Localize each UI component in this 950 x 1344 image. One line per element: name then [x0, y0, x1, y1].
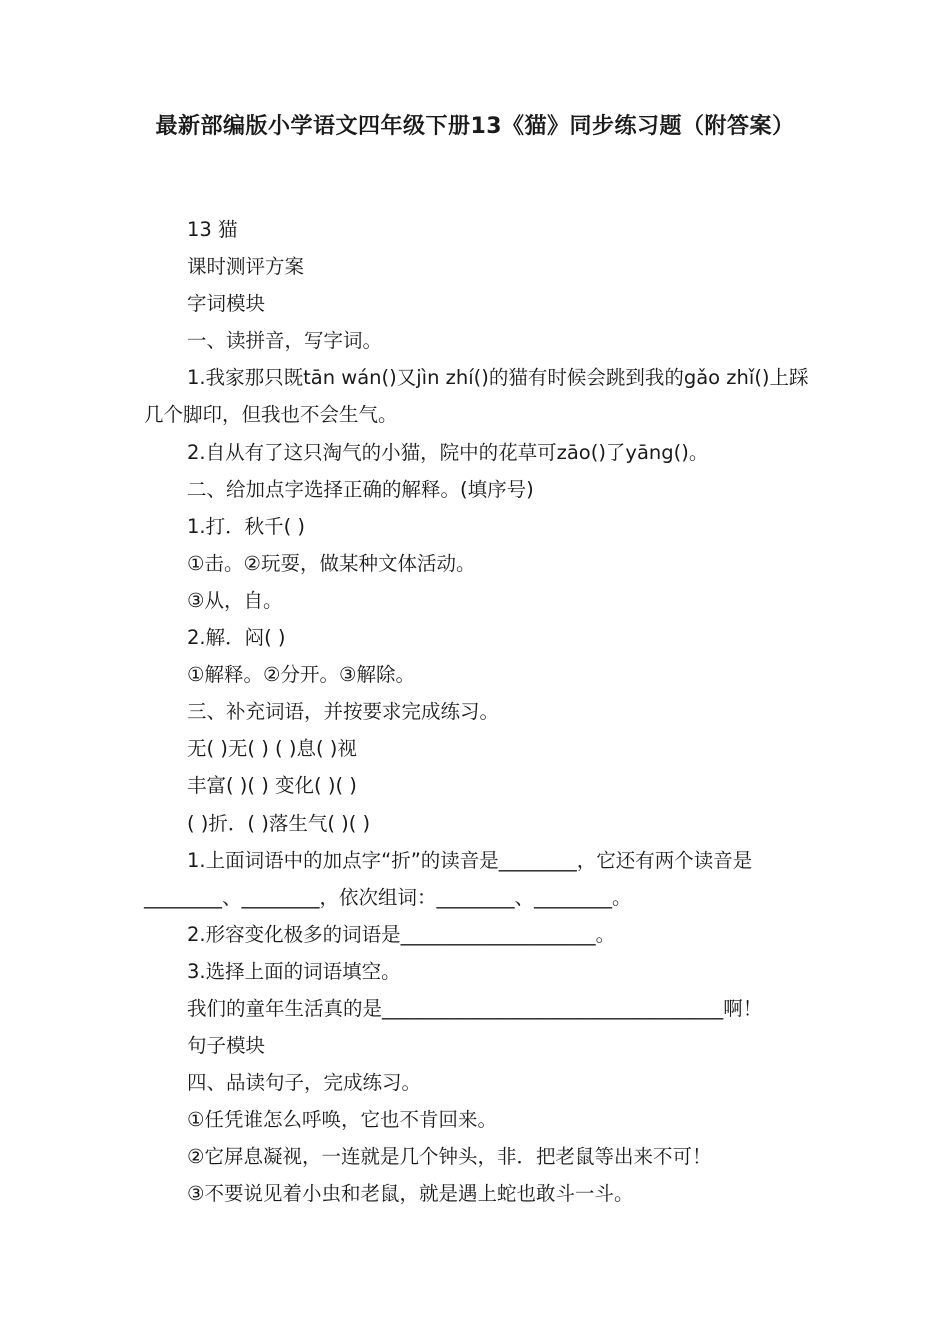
- question-item: 2.自从有了这只淘气的小猫，院中的花草可zāo()了yāng()。: [187, 440, 709, 464]
- lesson-heading: 13 猫: [187, 218, 238, 241]
- question-item: 2.形容变化极多的词语是____________________。: [187, 922, 616, 946]
- word-blanks: ( )折．( )落生气( )( ): [187, 811, 371, 835]
- sentence-item: ②它屏息凝视，一连就是几个钟头，非．把老鼠等出来不可！: [187, 1145, 712, 1169]
- answer-options: ①击。②玩耍，做某种文体活动。: [187, 551, 476, 575]
- question-item: 1.上面词语中的加点字“折”的读音是________，它还有两个读音是________、________，依次组词：________、________。: [144, 848, 753, 909]
- section-label: 课时测评方案: [187, 255, 305, 279]
- document-body: [144, 211, 824, 1213]
- question-heading: 四、品读句子，完成练习。: [187, 1071, 422, 1095]
- sentence-item: ③不要说见着小虫和老鼠，就是遇上蛇也敢斗一斗。: [187, 1182, 634, 1206]
- question-item: 1.我家那只既tān wán()又jìn zhí()的猫有时候会跳到我的gǎo zhǐ()上踩几个脚印，但我也不会生气。: [144, 366, 809, 427]
- word-blanks: 丰富( )( ) 变化( )( ): [187, 774, 357, 798]
- fill-in-sentence: 我们的童年生活真的是___________________________________啊！: [187, 996, 763, 1020]
- module-heading: 句子模块: [187, 1034, 266, 1058]
- question-heading: 二、给加点字选择正确的解释。(填序号): [187, 477, 534, 501]
- question-item: 1.打．秋千( ): [187, 514, 306, 538]
- question-heading: 三、补充词语，并按要求完成练习。: [187, 700, 500, 724]
- sentence-item: ①任凭谁怎么呼唤，它也不肯回来。: [187, 1108, 497, 1132]
- question-item: 3.选择上面的词语填空。: [187, 959, 401, 983]
- module-heading: 字词模块: [187, 292, 266, 316]
- document-title: 最新部编版小学语文四年级下册13《猫》同步练习题（附答案）: [155, 114, 795, 139]
- word-blanks: 无( )无( ) ( )息( )视: [187, 737, 357, 761]
- answer-options: ①解释。②分开。③解除。: [187, 663, 415, 687]
- question-item: 2.解．闷( ): [187, 626, 286, 650]
- answer-options: ③从，自。: [187, 588, 283, 612]
- question-heading: 一、读拼音，写字词。: [187, 329, 383, 353]
